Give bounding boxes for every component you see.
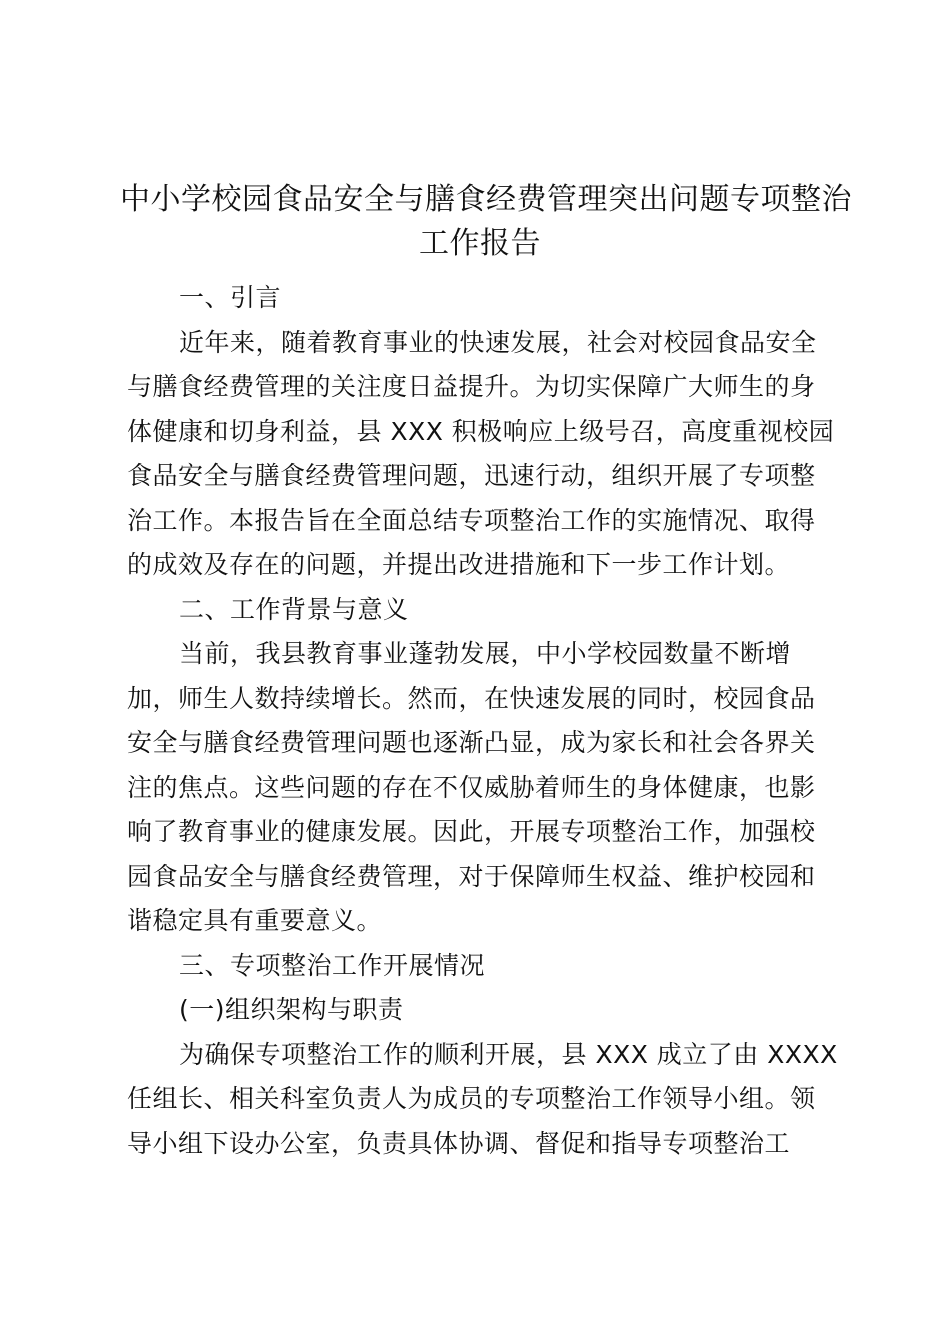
- paragraph-line: 与膳食经费管理的关注度日益提升。为切实保障广大师生的身: [127, 372, 816, 401]
- paragraph-line: 体健康和切身利益，县 XXX 积极响应上级号召，高度重视校园: [127, 416, 835, 446]
- section-heading: 三、专项整治工作开展情况: [179, 950, 486, 980]
- paragraph-line: 响了教育事业的健康发展。因此，开展专项整治工作，加强校: [127, 817, 816, 846]
- document-title: [120, 178, 852, 266]
- section-heading: 二、工作背景与意义: [179, 594, 409, 624]
- paragraph-line: 安全与膳食经费管理问题也逐渐凸显，成为家长和社会各界关: [127, 728, 816, 757]
- paragraph-line: 任组长、相关科室负责人为成员的专项整治工作领导小组。领: [127, 1084, 816, 1113]
- paragraph-line: 的成效及存在的问题，并提出改进措施和下一步工作计划。: [127, 550, 791, 579]
- paragraph-line: 为确保专项整治工作的顺利开展，县 XXX 成立了由 XXXX: [179, 1039, 838, 1069]
- paragraph-line: 谐稳定具有重要意义。: [127, 906, 383, 935]
- paragraph-line: 导小组下设办公室，负责具体协调、督促和指导专项整治工: [127, 1128, 791, 1158]
- paragraph-line: 加，师生人数持续增长。然而，在快速发展的同时，校园食品: [127, 683, 816, 713]
- subsection-heading: (一)组织架构与职责: [179, 995, 404, 1024]
- paragraph-line: 近年来，随着教育事业的快速发展，社会对校园食品安全: [179, 327, 817, 357]
- title-line-2: 工作报告: [419, 226, 541, 261]
- document-body: [127, 276, 838, 1166]
- title-line-1: 中小学校园食品安全与膳食经费管理突出问题专项整治: [120, 182, 852, 217]
- paragraph-line: 治工作。本报告旨在全面总结专项整治工作的实施情况、取得: [127, 505, 816, 535]
- section-heading: 一、引言: [179, 283, 282, 312]
- paragraph-line: 园食品安全与膳食经费管理，对于保障师生权益、维护校园和: [127, 861, 816, 891]
- paragraph-line: 当前，我县教育事业蓬勃发展，中小学校园数量不断增: [179, 639, 792, 668]
- paragraph-line: 食品安全与膳食经费管理问题，迅速行动，组织开展了专项整: [127, 461, 816, 490]
- paragraph-line: 注的焦点。这些问题的存在不仅威胁着师生的身体健康，也影: [127, 772, 816, 802]
